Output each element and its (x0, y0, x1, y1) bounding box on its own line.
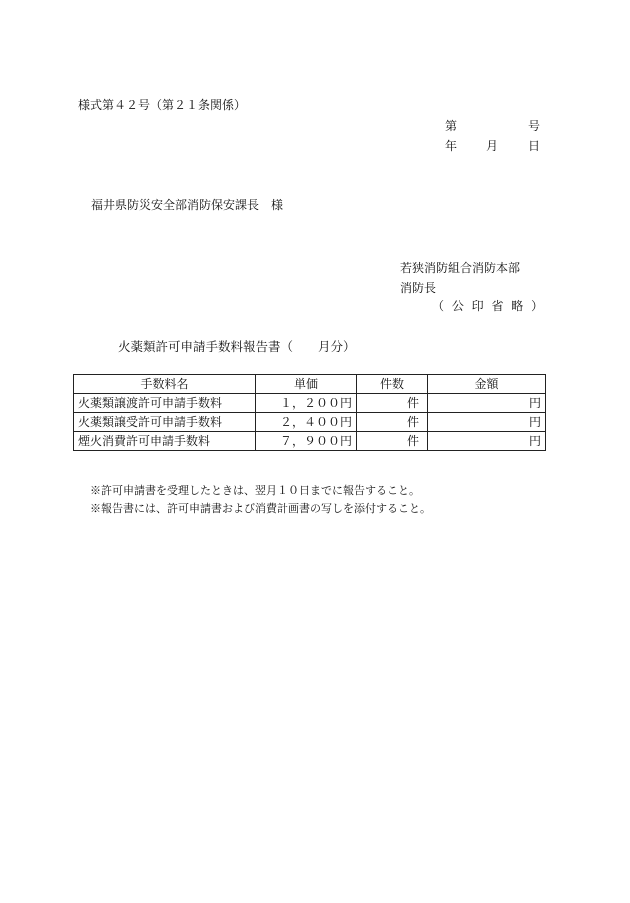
addressee: 福井県防災安全部消防保安課長 様 (91, 198, 284, 212)
amount-cell[interactable]: 円 (428, 432, 546, 451)
header-unit-price: 単価 (256, 375, 357, 394)
header-count: 件数 (357, 375, 428, 394)
date-month: 月 (486, 139, 499, 153)
fee-name: 火薬類譲渡許可申請手数料 (74, 394, 256, 413)
table-row (74, 432, 546, 451)
report-title: 火薬類許可申請手数料報告書（ 月分） (118, 339, 356, 354)
table-row (74, 394, 546, 413)
unit-price: １，２００円 (256, 394, 357, 413)
amount-cell[interactable]: 円 (428, 413, 546, 432)
sender-title: 消防長 (400, 281, 437, 295)
count-cell[interactable]: 件 (357, 432, 428, 451)
date-day: 日 (528, 139, 541, 153)
seal-omitted-note: （ 公 印 省 略 ） (432, 299, 546, 313)
unit-price: ７，９００円 (256, 432, 357, 451)
header-amount: 金額 (428, 375, 546, 394)
count-cell[interactable]: 件 (357, 413, 428, 432)
fee-name: 煙火消費許可申請手数料 (74, 432, 256, 451)
number-prefix: 第 (445, 119, 458, 133)
fee-name: 火薬類譲受許可申請手数料 (74, 413, 256, 432)
number-suffix: 号 (528, 119, 541, 133)
sender-organization: 若狭消防組合消防本部 (400, 261, 521, 275)
table-header-row (74, 375, 546, 394)
date-year: 年 (445, 139, 458, 153)
unit-price: ２，４００円 (256, 413, 357, 432)
table-row (74, 413, 546, 432)
amount-cell[interactable]: 円 (428, 394, 546, 413)
fee-table (73, 374, 546, 451)
header-fee-name: 手数料名 (74, 375, 256, 394)
form-number: 様式第４２号（第２１条関係） (78, 98, 247, 112)
note-receipt-deadline: ※許可申請書を受理したときは、翌月１０日までに報告すること。 (90, 484, 420, 497)
note-attachments: ※報告書には、許可申請書および消費計画書の写しを添付すること。 (90, 502, 431, 515)
count-cell[interactable]: 件 (357, 394, 428, 413)
